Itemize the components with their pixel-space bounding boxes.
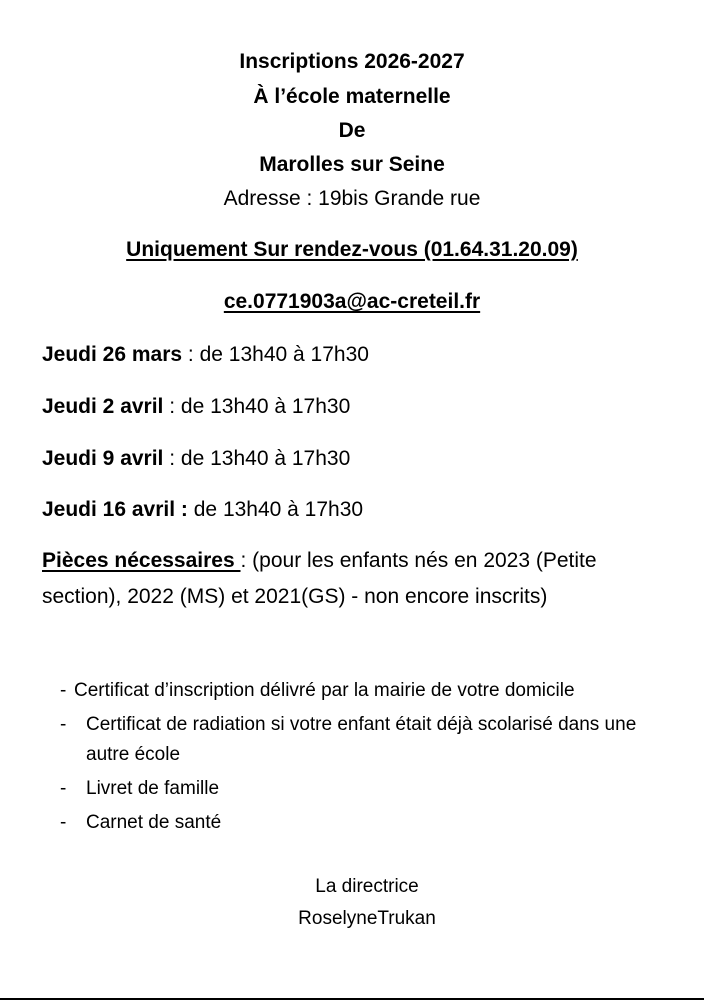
list-item-text: Carnet de santé xyxy=(86,812,222,833)
date-sep: : xyxy=(163,395,181,418)
date-row-4 xyxy=(42,495,363,525)
date-row-3 xyxy=(42,444,350,474)
date-sep: : xyxy=(182,343,200,366)
list-bullet: - xyxy=(60,714,67,735)
list-bullet: - xyxy=(60,812,67,833)
list-item-text: Livret de famille xyxy=(86,778,220,799)
documents-paragraph xyxy=(42,543,672,615)
documents-list xyxy=(60,676,660,842)
signature-role: La directrice xyxy=(315,876,419,897)
list-bullet: - xyxy=(60,680,67,701)
date-row-2 xyxy=(42,392,350,422)
list-item xyxy=(60,774,660,804)
date-day: Jeudi 2 avril xyxy=(42,395,164,418)
date-day: Jeudi 16 avril : xyxy=(42,498,188,521)
title-town: Marolles sur Seine xyxy=(259,153,445,176)
appointment-line xyxy=(0,235,704,265)
list-bullet: - xyxy=(60,778,67,799)
date-hours: de 13h40 à 17h30 xyxy=(180,447,351,470)
date-hours: de 13h40 à 17h30 xyxy=(199,343,369,366)
date-sep: : xyxy=(163,447,181,470)
title-school: À l’école maternelle xyxy=(253,85,451,108)
list-item-text: Certificat d’inscription délivré par la mairie de votre domicile xyxy=(74,680,575,701)
title-inscriptions: Inscriptions 2026-2027 xyxy=(239,50,465,73)
date-day: Jeudi 9 avril xyxy=(42,447,164,470)
documents-heading: Pièces nécessaires xyxy=(42,549,241,572)
signature-name: RoselyneTrukan xyxy=(298,908,436,929)
address-line: Adresse : 19bis Grande rue xyxy=(223,187,481,210)
appointment-text: Uniquement Sur rendez-vous (01.64.31.20.09) xyxy=(126,238,578,261)
date-hours: de 13h40 à 17h30 xyxy=(180,395,351,418)
title-de: De xyxy=(338,119,366,142)
email-line xyxy=(0,287,704,317)
list-item xyxy=(60,710,660,770)
date-day: Jeudi 26 mars xyxy=(42,343,183,366)
list-item xyxy=(60,676,660,706)
date-hours: de 13h40 à 17h30 xyxy=(193,498,364,521)
list-item-text: Certificat de radiation si votre enfant était déjà scolarisé dans une autre école xyxy=(86,714,637,765)
date-row-1 xyxy=(42,340,369,370)
documents-intro: : (pour les enfants nés en 2023 (Petite section), 2022 (MS) et 2021(GS) - non encore inscrits) xyxy=(42,549,597,608)
email-link[interactable]: ce.0771903a@ac-creteil.fr xyxy=(223,290,481,313)
list-item xyxy=(60,808,660,838)
